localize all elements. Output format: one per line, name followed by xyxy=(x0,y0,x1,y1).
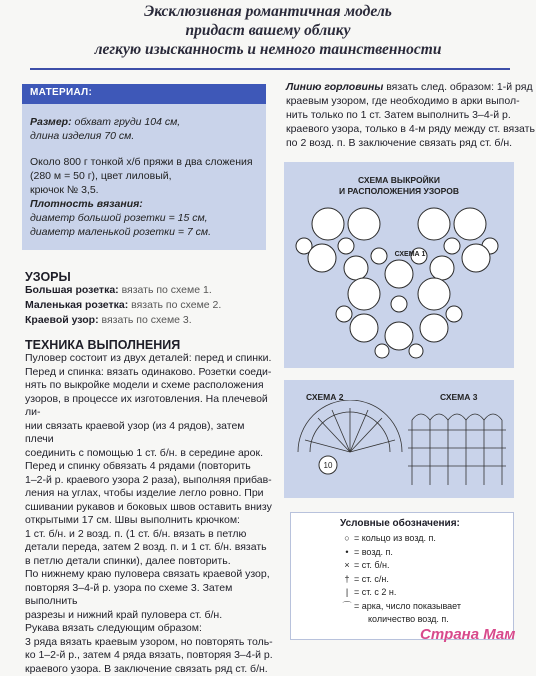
rosette-circle xyxy=(336,306,352,322)
technique-line: По нижнему краю пуловера связать краевой узор, xyxy=(25,568,275,582)
legend-item xyxy=(340,559,461,573)
technique-line: краевого узора. В заключение связать ряд ст. б/н. xyxy=(25,663,275,676)
legend-item xyxy=(340,546,461,560)
legend-item xyxy=(340,613,461,627)
neckline-text-0: вязать след. образом: 1-й ряд xyxy=(386,81,532,93)
legend-text: количество возд. п. xyxy=(354,614,449,624)
legend-item xyxy=(340,573,461,587)
header-line-1: Эксклюзивная романтичная модель xyxy=(0,2,536,21)
neckline-line-2: нить только по 1 ст. Затем выполнить 3–4-й р. xyxy=(286,109,511,123)
legend-title: Условные обозначения: xyxy=(340,518,460,529)
scheme3-drawing xyxy=(408,414,506,485)
legend-text: = возд. п. xyxy=(354,547,393,557)
rosette-circle xyxy=(308,244,336,272)
legend-item xyxy=(340,532,461,546)
technique-line: узоров, в процессе их изготовления. На плечевой ли- xyxy=(25,393,275,420)
neckline-line-0 xyxy=(286,81,533,95)
density-label xyxy=(30,198,143,212)
technique-line: 3 ряда вязать краевым узором, но повторять толь- xyxy=(25,636,275,650)
material-heading-bar xyxy=(22,84,266,104)
technique-line: ко 1–2-й р., затем 4 ряда вязать, повторяя 3–4-й р. xyxy=(25,649,275,663)
material-yarn-1: Около 800 г тонкой х/б пряжи в два сложения xyxy=(30,156,253,170)
rosette-circle xyxy=(385,260,413,288)
legend-text: = кольцо из возд. п. xyxy=(354,533,436,543)
technique-line: Пуловер состоит из двух деталей: перед и спинки. xyxy=(25,352,275,366)
rosette-circle xyxy=(446,306,462,322)
rosette-circle xyxy=(418,208,450,240)
legend-symbol-icon: † xyxy=(340,573,354,587)
pattern-2-label: Маленькая розетка: xyxy=(25,299,128,311)
layout-title-2: И РАСПОЛОЖЕНИЯ УЗОРОВ xyxy=(284,186,514,196)
pattern-3-label: Краевой узор: xyxy=(25,314,99,326)
pattern-2-text: вязать по схеме 2. xyxy=(131,299,221,311)
rosette-circle xyxy=(348,278,380,310)
rosette-circle xyxy=(444,238,460,254)
density-label-text: Плотность вязания: xyxy=(30,198,143,210)
technique-line: детали переда, затем 2 возд. п. и 1 ст. б/н. вязать xyxy=(25,541,275,555)
neckline-line-1: краевым узором, где необходимо в арки выпол- xyxy=(286,95,520,109)
size-text: обхват груди 104 см, xyxy=(75,116,181,128)
density-line-2 xyxy=(30,226,211,240)
legend-text: = ст. б/н. xyxy=(354,560,390,570)
material-heading: МАТЕРИАЛ: xyxy=(30,87,92,98)
scheme3-title: СХЕМА 3 xyxy=(440,392,477,402)
pattern-1-label: Большая розетка: xyxy=(25,284,119,296)
rosette-circle xyxy=(385,322,413,350)
technique-line: Перед и спинку обвязать 4 рядами (повторить xyxy=(25,460,275,474)
rosette-circle xyxy=(338,238,354,254)
page-header xyxy=(0,0,536,72)
technique-line: нии связать краевой узор (из 4 рядов), затем плечи xyxy=(25,420,275,447)
legend-text: = арка, число показывает xyxy=(354,601,461,611)
technique-line: 1 ст. б/н. и 2 возд. п. (1 ст. б/н. вязать в петлю xyxy=(25,528,275,542)
legend-item xyxy=(340,600,461,614)
technique-line: 1–2-й р. краевого узора 2 раза), выполняя прибав- xyxy=(25,474,275,488)
density-line-1 xyxy=(30,212,208,226)
legend-item xyxy=(340,586,461,600)
technique-line: открытыми 17 см. Швы выполнить крючком: xyxy=(25,514,275,528)
technique-line: нять по выкройке модели и схеме расположения xyxy=(25,379,275,393)
rosette-circle xyxy=(375,344,389,358)
legend-symbol-icon: • xyxy=(340,546,354,560)
density-2-text: диаметр маленькой розетки = 7 см. xyxy=(30,226,211,238)
legend-list xyxy=(340,532,461,627)
neckline-line-4: по 2 возд. п. В заключение связать ряд ст. б/н. xyxy=(286,137,512,151)
rosette-circle xyxy=(312,208,344,240)
rosette-circle xyxy=(371,248,387,264)
technique-line: соединить с помощью 1 ст. б/н. в середине арок. xyxy=(25,447,275,461)
technique-line: в петлю детали спинки), далее повторить. xyxy=(25,555,275,569)
material-yarn-2: (280 м = 50 г), цвет лиловый, xyxy=(30,170,172,184)
technique-line: Рукава вязать следующим образом: xyxy=(25,622,275,636)
legend-text: = ст. с 2 н. xyxy=(354,587,396,597)
material-hook: крючок № 3,5. xyxy=(30,184,99,198)
legend-symbol-icon: × xyxy=(340,559,354,573)
rosette-circle xyxy=(418,278,450,310)
neckline-line-3: краевого узора, только в 4-м ряду между ст. вязать xyxy=(286,123,535,137)
material-size xyxy=(30,116,180,130)
rosette-circle xyxy=(409,344,423,358)
technique-line: Перед и спинка: вязать одинаково. Розетки соеди- xyxy=(25,366,275,380)
legend-symbol-icon: | xyxy=(340,586,354,600)
neckline-label: Линию горловины xyxy=(286,81,383,93)
rosette-circle xyxy=(462,244,490,272)
pattern-3-text: вязать по схеме 3. xyxy=(102,314,192,326)
scheme2-title: СХЕМА 2 xyxy=(306,392,343,402)
patterns-heading: УЗОРЫ xyxy=(25,270,71,284)
technique-body xyxy=(25,352,275,676)
header-line-3: легкую изысканность и немного таинственности xyxy=(0,40,536,59)
size-label: Размер: xyxy=(30,116,72,128)
layout-title-1: СХЕМА ВЫКРОЙКИ xyxy=(284,175,514,185)
scheme2-drawing xyxy=(298,400,402,452)
pattern-item-3 xyxy=(25,314,192,328)
layout-diagram-svg xyxy=(284,196,514,366)
rosette-circle xyxy=(391,296,407,312)
rosette-circle xyxy=(454,208,486,240)
legend-symbol-icon: ○ xyxy=(340,532,354,546)
density-1-text: диаметр большой розетки = 15 см, xyxy=(30,212,208,224)
scheme1-label: СХЕМА 1 xyxy=(395,251,426,258)
pattern-item-2 xyxy=(25,299,221,313)
legend-text: = ст. с/н. xyxy=(354,574,389,584)
technique-line: повторяя 3–4-й р. узора по схеме 3. Затем выполнить xyxy=(25,582,275,609)
material-length xyxy=(30,130,134,144)
technique-line: разрезы и нижний край пуловера ст. б/н. xyxy=(25,609,275,623)
legend-symbol-icon: ⌒ xyxy=(340,600,354,614)
watermark: Страна Мам xyxy=(420,626,515,643)
technique-line: ления на углах, чтобы изделие легло ровно. При xyxy=(25,487,275,501)
schemes-svg xyxy=(290,400,510,495)
rosette-circle xyxy=(348,208,380,240)
scheme2-count: 10 xyxy=(324,461,333,470)
rosette-circle xyxy=(350,314,378,342)
pattern-1-text: вязать по схеме 1. xyxy=(122,284,212,296)
header-line-2: придаст вашему облику xyxy=(0,21,536,40)
technique-heading: ТЕХНИКА ВЫПОЛНЕНИЯ xyxy=(25,338,180,352)
technique-line: сшивании рукавов и боковых швов оставить внизу xyxy=(25,501,275,515)
pattern-item-1 xyxy=(25,284,212,298)
header-rule xyxy=(30,68,510,70)
rosette-circle xyxy=(344,256,368,280)
rosette-circle xyxy=(430,256,454,280)
rosette-circle xyxy=(420,314,448,342)
length-text: длина изделия 70 см. xyxy=(30,130,134,142)
